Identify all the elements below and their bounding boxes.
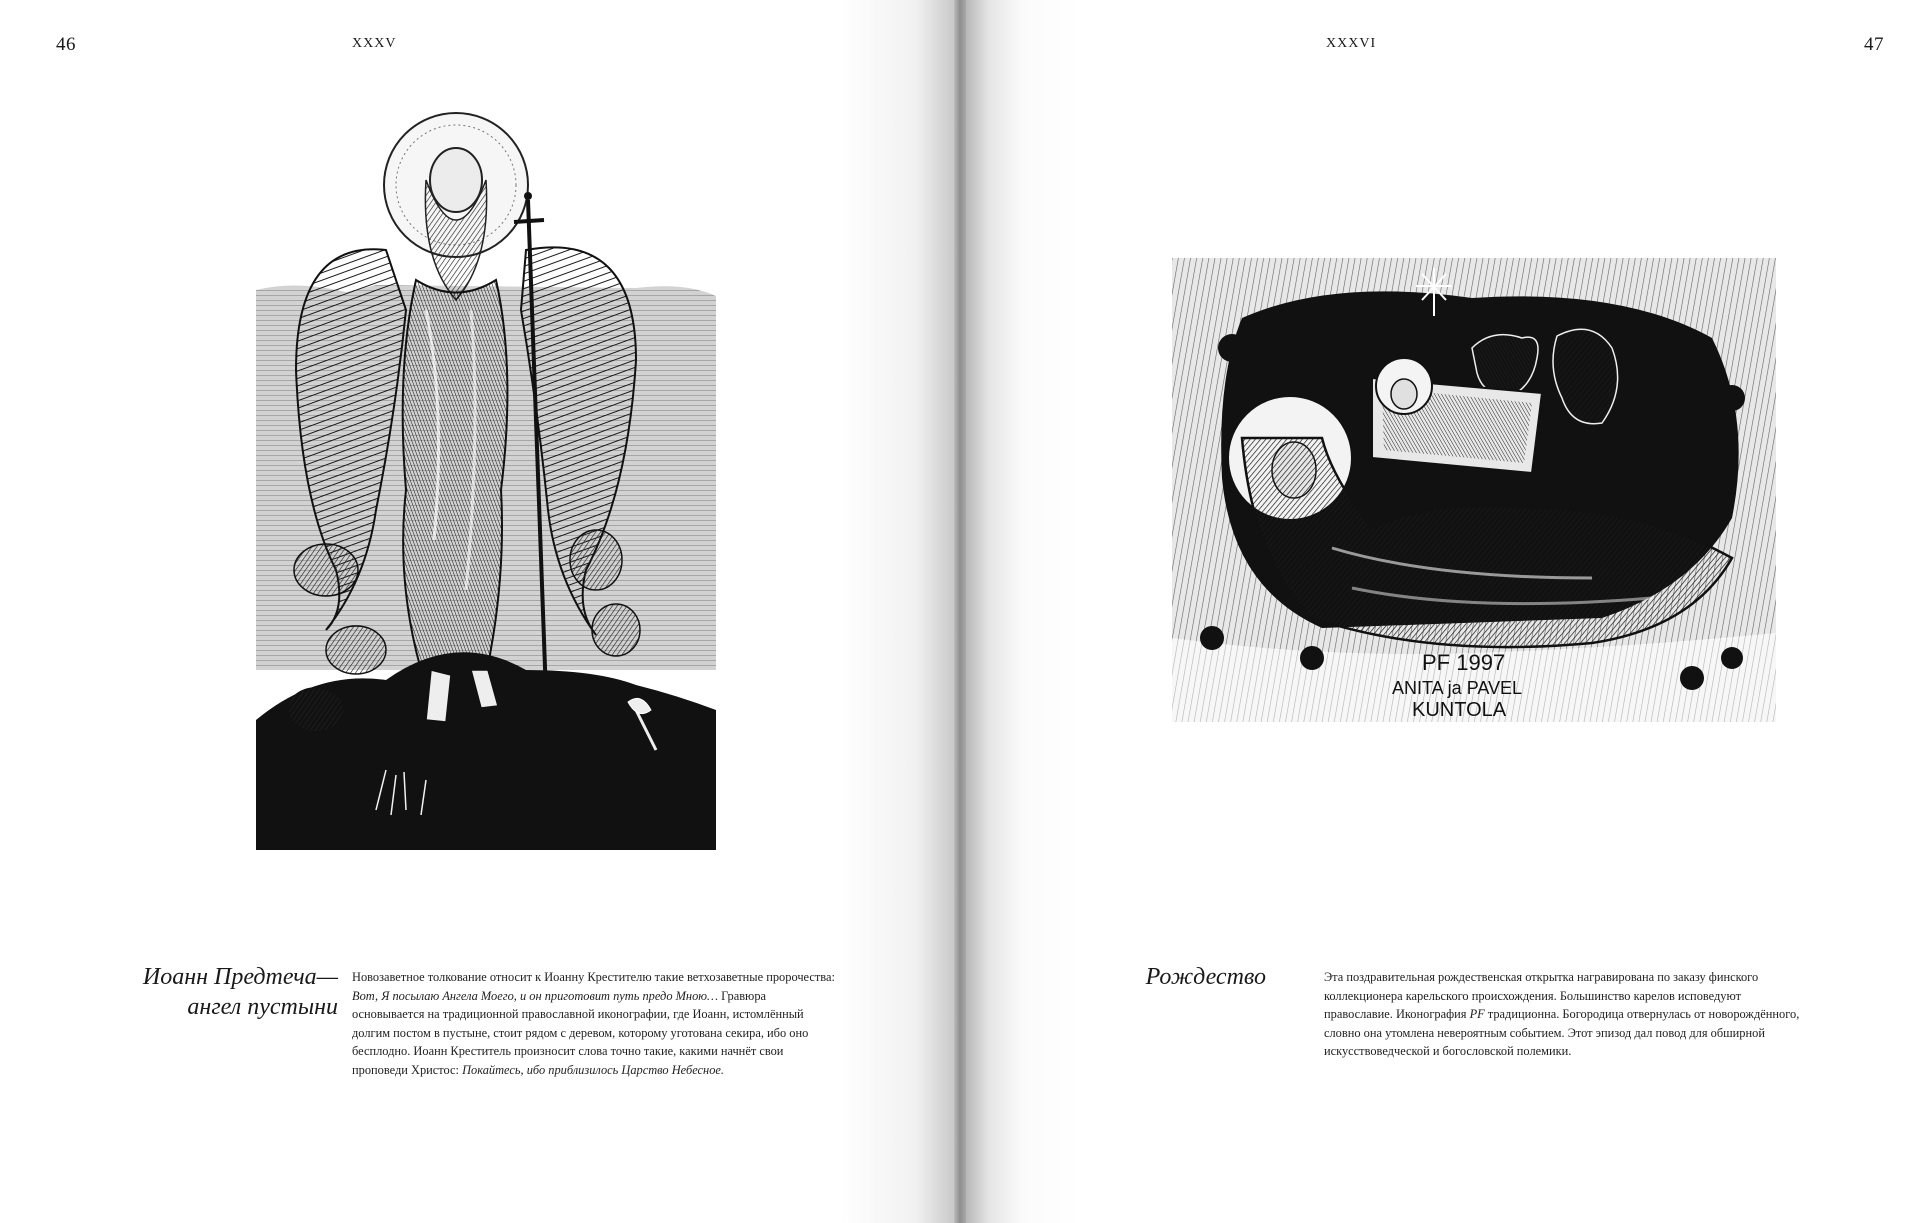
caption-left-quote-1: Вот, Я посылаю Ангела Моего, и он приготовит путь предо Мною… — [352, 988, 719, 1003]
inscription-line-3: KUNTOLA — [1412, 699, 1507, 721]
caption-left-text-2: Гравюра основывается на традиционной православной иконографии, где Иоанн, истомлённый долгим постом в пустыне, стоит рядом с деревом, которому уготована секира, ибо оно бесплодно. Иоанн Креститель произносит слова точно такие, какими начнёт свои проповеди Христос: — [352, 988, 809, 1077]
inscription-line-2: ANITA ja PAVEL — [1392, 678, 1523, 698]
plate-caption-left — [352, 968, 838, 1080]
nativity-engraving — [1172, 258, 1776, 722]
section-number-right: XXXVI — [1326, 36, 1377, 51]
page-number-left: 46 — [56, 34, 76, 55]
caption-right-text-1: Эта поздравительная рождественская открытка награвирована по заказу финского коллекционера карельского происхождения. Большинство карелов исповедуют православие. Иконография — [1324, 970, 1759, 1022]
john-baptist-engraving — [256, 110, 716, 850]
right-page — [966, 0, 1920, 1223]
plate-title-left-line2: ангел пустыни — [187, 994, 338, 1020]
caption-left-quote-2: Покайтесь, ибо приблизилось Царство Небесное. — [462, 1062, 724, 1077]
plate-title-left-line1: Иоанн Предтеча— — [142, 964, 338, 990]
inscription-line-1: PF 1997 — [1422, 650, 1506, 675]
plate-caption-right — [1324, 968, 1808, 1061]
left-page — [0, 0, 954, 1223]
page-number-right: 47 — [1864, 34, 1884, 55]
plate-title-left — [96, 962, 338, 1022]
section-number-left: XXXV — [352, 36, 397, 51]
caption-right-text-2: традиционна. Богородица отвернулась от новорождённого, словно она утомлена невероятным событием. Этот эпизод дал повод для обширной искусствоведческой и богословской полемики. — [1324, 1007, 1800, 1059]
caption-right-pf: PF — [1469, 1007, 1485, 1022]
caption-left-text-1: Новозаветное толкование относит к Иоанну Крестителю такие ветхозаветные пророчества: — [352, 970, 835, 984]
plate-title-right — [1084, 962, 1266, 992]
plate-title-right-line: Рождество — [1145, 964, 1266, 990]
book-gutter — [954, 0, 966, 1223]
